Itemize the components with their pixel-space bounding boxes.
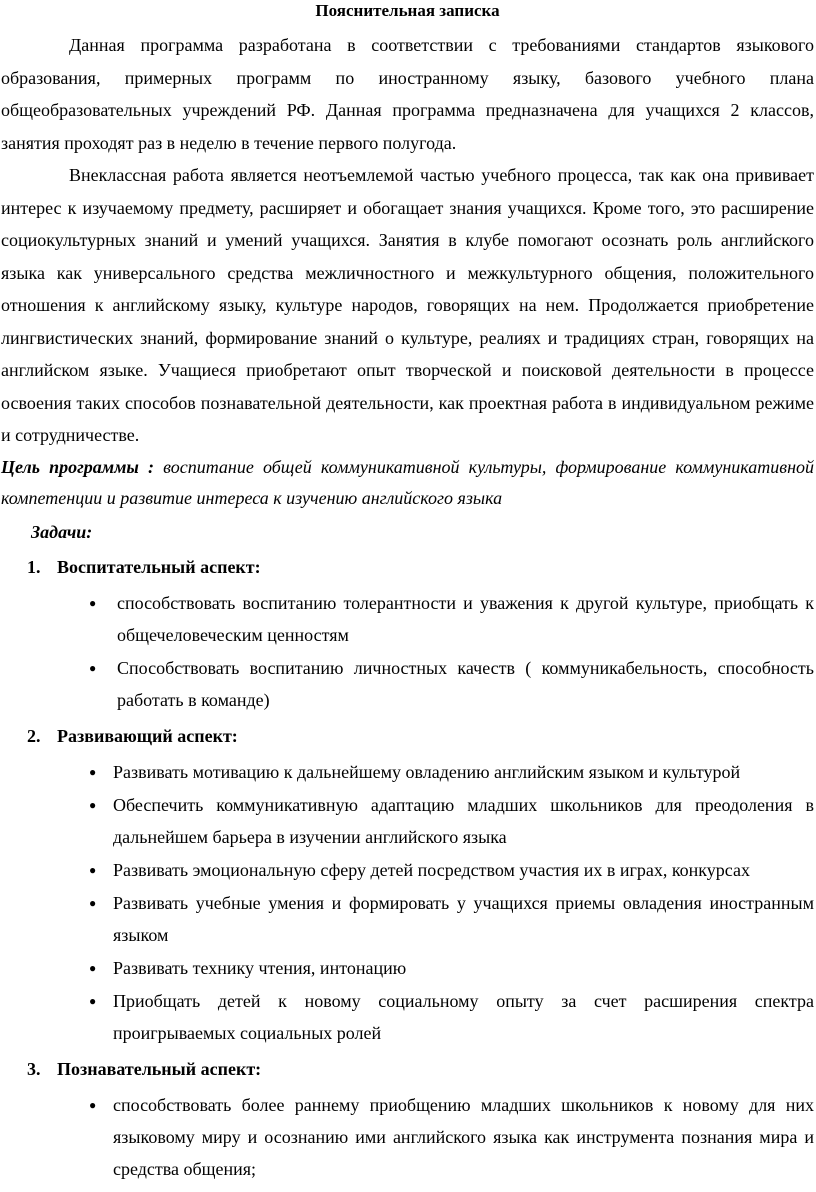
- bullet-icon: ●: [89, 797, 97, 812]
- goal-label: Цель программы :: [1, 456, 155, 477]
- aspect-list-cognitive: [1, 1089, 814, 1185]
- list-item: [1, 887, 814, 951]
- paragraph-intro: Данная программа разработана в соответствии с требованиями стандартов языкового образования, примерных программ по иностранному языку, базового учебного плана общеобразовательных учреждений РФ. Данная программа предназначена для учащихся 2 классов, занятия проходят раз в неделю в течение первого полугода.: [1, 35, 814, 153]
- aspect-heading-cognitive: [27, 1055, 814, 1083]
- bullet-icon: ●: [89, 1097, 97, 1112]
- list-item-text: Способствовать воспитанию личностных качеств ( коммуникабельность, способность работать в команде): [117, 657, 814, 710]
- bullet-icon: ●: [89, 660, 97, 675]
- document-title: Пояснительная записка: [315, 1, 500, 20]
- aspect-heading-developing: [27, 722, 814, 750]
- aspect-list-developing: [1, 756, 814, 1049]
- list-item-text: Развивать эмоциональную сферу детей посредством участия их в играх, конкурсах: [113, 859, 750, 880]
- bullet-icon: ●: [89, 895, 97, 910]
- list-item-text: Обеспечить коммуникативную адаптацию младших школьников для преодоления в дальнейшем барьера в изучении английского языка: [113, 794, 814, 847]
- aspect-title: Воспитательный аспект:: [57, 556, 261, 577]
- list-item: [1, 789, 814, 853]
- aspect-list-upbringing: [1, 587, 814, 716]
- list-item-text: Приобщать детей к новому социальному опыту за счет расширения спектра проигрываемых социальных ролей: [113, 990, 814, 1043]
- bullet-icon: ●: [89, 960, 97, 975]
- aspect-title: Познавательный аспект:: [57, 1058, 262, 1079]
- bullet-icon: ●: [89, 862, 97, 877]
- bullet-icon: ●: [89, 764, 97, 779]
- list-item-text: Развивать мотивацию к дальнейшему овладению английским языком и культурой: [113, 761, 741, 782]
- bullet-icon: ●: [89, 993, 97, 1008]
- list-item: [1, 756, 814, 788]
- aspect-number: 2.: [27, 725, 41, 746]
- list-item: [1, 587, 814, 651]
- list-item-text: способствовать воспитанию толерантности и уважения к другой культуре, приобщать к общечеловеческим ценностям: [117, 592, 814, 645]
- aspect-number: 3.: [27, 1058, 41, 1079]
- list-item: [1, 952, 814, 984]
- aspect-heading-upbringing: [27, 553, 814, 581]
- aspect-title: Развивающий аспект:: [57, 725, 238, 746]
- aspect-number: 1.: [27, 556, 41, 577]
- tasks-heading: Задачи:: [31, 521, 93, 542]
- goal-text: воспитание общей коммуникативной культуры, формирование коммуникативной компетенции и развитие интереса к изучению английского языка: [1, 456, 814, 508]
- paragraph-extracurricular: Внеклассная работа является неотъемлемой частью учебного процесса, так как она прививает интерес к изучаемому предмету, расширяет и обогащает знания учащихся. Кроме того, это расширение социокультурных знаний и умений учащихся. Занятия в клубе помогают осознать роль английского языка как универсального средства межличностного и межкультурного общения, положительного отношения к английскому языку, культуре народов, говорящих на нем. Продолжается приобретение лингвистических знаний, формирование знаний о культуре, реалиях и традициях стран, говорящих на английском языке. Учащиеся приобретают опыт творческой и поисковой деятельности в процессе освоения таких способов познавательной деятельности, как проектная работа в индивидуальном режиме и сотрудничестве.: [1, 165, 814, 445]
- list-item: [1, 854, 814, 886]
- bullet-icon: ●: [89, 595, 97, 610]
- list-item-text: способствовать более раннему приобщению младших школьников к новому для них языковому миру и осознанию ими английского языка как инструмента познания мира и средства общения;: [113, 1094, 814, 1179]
- list-item: [1, 1089, 814, 1185]
- program-goal: [1, 452, 814, 514]
- list-item-text: Развивать учебные умения и формировать у учащихся приемы овладения иностранным языком: [113, 892, 814, 945]
- list-item-text: Развивать технику чтения, интонацию: [113, 957, 407, 978]
- list-item: [1, 652, 814, 716]
- list-item: [1, 985, 814, 1049]
